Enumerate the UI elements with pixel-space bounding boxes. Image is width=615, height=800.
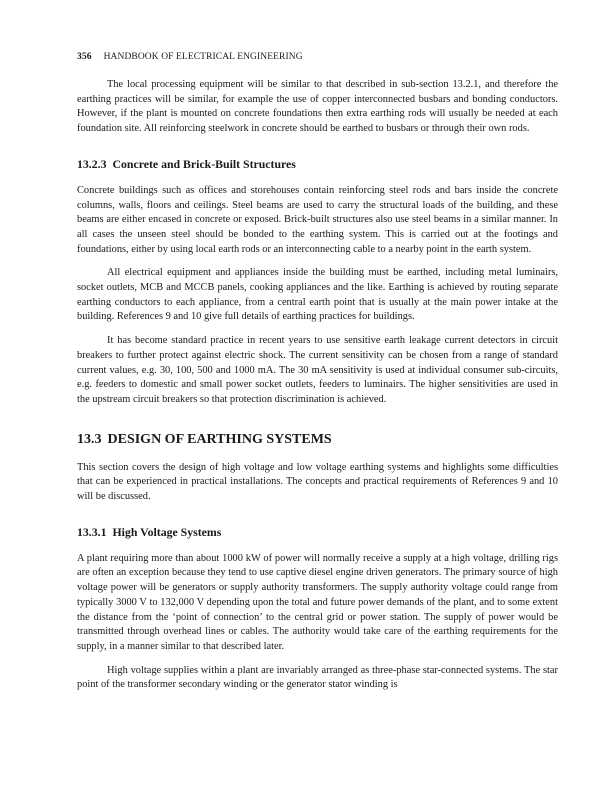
paragraph-earth-leakage: It has become standard practice in recent years to use sensitive earth leakage current detectors in circuit breakers to further protect against electric shock. The current sensitivity can be chosen from a range of standard current values, e.g. 30, 100, 500 and 1000 mA. The 30 mA sensitivity is used at individual consumer sub-circuits, e.g. feeders to domestic and small power socket outlets, feeders to luminairs. The higher sensitivities are used in the upstream circuit breakers so that protection discrimination is achieved. [77, 335, 558, 405]
section-number: 13.2.3 [77, 156, 107, 171]
section-heading-13-2-3 [77, 157, 558, 172]
section-title: DESIGN OF EARTHING SYSTEMS [107, 431, 332, 447]
section-heading-13-3-1 [77, 525, 558, 540]
page [77, 52, 558, 693]
section-heading-13-3 [77, 431, 558, 448]
page-number: 356 [77, 52, 92, 62]
paragraph-section-overview: This section covers the design of high voltage and low voltage earthing systems and highlights some difficulties that can be experienced in practical installations. The concepts and practical requirements of References 9 and 10 will be discussed. [77, 461, 558, 503]
running-title: HANDBOOK OF ELECTRICAL ENGINEERING [103, 52, 303, 62]
running-header [77, 52, 558, 62]
paragraph-concrete-buildings: Concrete buildings such as offices and storehouses contain reinforcing steel rods and bars inside the concrete columns, walls, floors and ceilings. Steel beams are used to carry the structural loads of the building, and these beams are either encased in concrete or exposed. Brick-built structures also use steel beams in a similar manner. In all cases the unseen steel should be bonded to the earthing system. This is carried out at the footings and foundations, either by using local earth rods or an interconnecting cable to a nearby point in the earth system. [77, 184, 558, 255]
section-title: High Voltage Systems [112, 524, 222, 539]
paragraph-electrical-equipment: All electrical equipment and appliances inside the building must be earthed, including metal luminairs, socket outlets, MCB and MCCB panels, cooking appliances and the like. Earthing is achieved by routing separate earthing conductors to each appliance, from a central earth point that is usually at the main power intake at the building. References 9 and 10 give full details of earthing practices for buildings. [77, 267, 558, 323]
section-number: 13.3 [77, 431, 102, 447]
paragraph-local-processing: The local processing equipment will be similar to that described in sub-section 13.2.1, and therefore the earthing practices will be similar, for example the use of copper interconnected busbars and bonding conductors. However, if the plant is mounted on concrete foundations then extra earthing rods will usually be needed at each foundation site. All reinforcing steelwork in concrete should be earthed to busbars or through their own rods. [77, 79, 558, 135]
paragraph-hv-supplies: High voltage supplies within a plant are invariably arranged as three-phase star-connected systems. The star point of the transformer secondary winding or the generator stator winding is [77, 664, 558, 691]
section-title: Concrete and Brick-Built Structures [112, 156, 296, 171]
section-number: 13.3.1 [77, 524, 107, 539]
paragraph-plant-supply: A plant requiring more than about 1000 kW of power will normally receive a supply at a high voltage, drilling rigs are often an exception because they tend to use captive diesel engine driven generators. The primary source of high voltage power will be generators or supply authority transformers. The supply authority voltage could range from typically 3000 V to 132,000 V depending upon the total and future power demands of the plant, and to some extent the distance from the ‘point of connection’ to the central grid or power station. The supply of power would be transmitted through overhead lines or cables. The authority would take care of the earthing requirements for the supply, in a manner similar to that described later. [77, 552, 558, 652]
